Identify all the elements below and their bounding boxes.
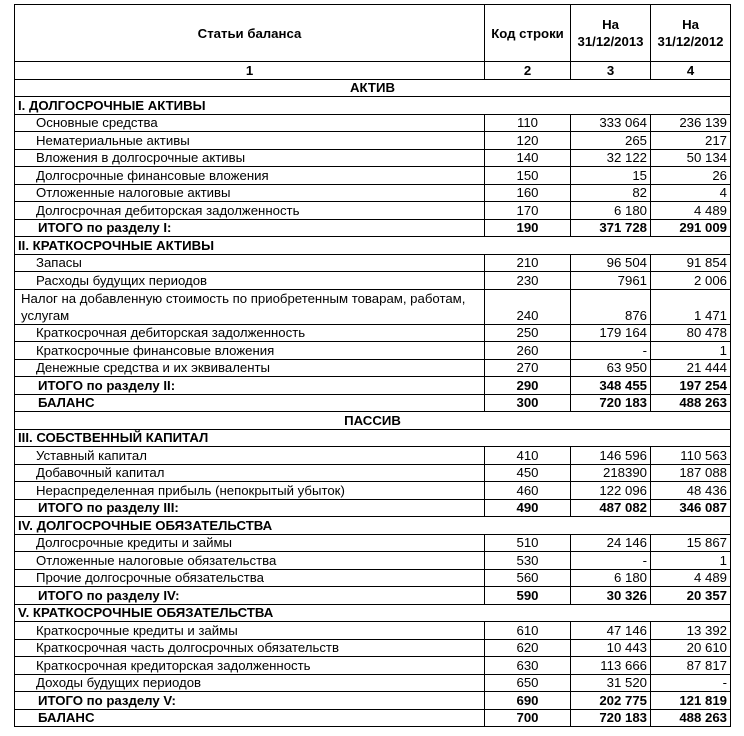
value-2013: 218390 — [571, 464, 651, 482]
line-item-name: Нематериальные активы — [15, 132, 485, 150]
value-2013: - — [571, 552, 651, 570]
total-row — [15, 394, 731, 412]
line-item-row — [15, 464, 731, 482]
value-2012: 121 819 — [651, 692, 731, 710]
value-2012: 91 854 — [651, 254, 731, 272]
balance-rows — [15, 79, 731, 727]
line-item-row — [15, 342, 731, 360]
value-2013: 333 064 — [571, 114, 651, 132]
value-2012: 197 254 — [651, 377, 731, 395]
value-2013: 179 164 — [571, 324, 651, 342]
value-2012: 1 — [651, 552, 731, 570]
value-2013: 202 775 — [571, 692, 651, 710]
line-code: 140 — [485, 149, 571, 167]
line-item-row — [15, 569, 731, 587]
value-2012: 50 134 — [651, 149, 731, 167]
value-2013: 63 950 — [571, 359, 651, 377]
value-2013: 146 596 — [571, 447, 651, 465]
band-row — [15, 412, 731, 430]
line-code: 230 — [485, 272, 571, 290]
section-row — [15, 237, 731, 255]
line-item-name: Долгосрочная дебиторская задолженность — [15, 202, 485, 220]
line-item-row — [15, 552, 731, 570]
line-item-name: БАЛАНС — [15, 709, 485, 727]
value-2013: 15 — [571, 167, 651, 185]
line-item-name: Краткосрочная часть долгосрочных обязательств — [15, 639, 485, 657]
line-code: 630 — [485, 657, 571, 675]
line-item-row — [15, 149, 731, 167]
value-2013: 122 096 — [571, 482, 651, 500]
section-title: V. КРАТКОСРОЧНЫЕ ОБЯЗАТЕЛЬСТВА — [15, 604, 731, 622]
value-2013: 47 146 — [571, 622, 651, 640]
line-item-row — [15, 324, 731, 342]
line-item-row — [15, 482, 731, 500]
value-2012: 20 610 — [651, 639, 731, 657]
line-item-name: Запасы — [15, 254, 485, 272]
line-item-name: Отложенные налоговые активы — [15, 184, 485, 202]
line-code: 450 — [485, 464, 571, 482]
line-item-row — [15, 254, 731, 272]
value-2012: 1 471 — [651, 289, 731, 324]
line-item-name: Налог на добавленную стоимость по приобретенным товарам, работам, услугам — [15, 289, 485, 324]
header-items: Статьи баланса — [15, 5, 485, 62]
value-2013: 6 180 — [571, 569, 651, 587]
line-code: 620 — [485, 639, 571, 657]
line-item-name: Основные средства — [15, 114, 485, 132]
header-2013: На 31/12/2013 — [571, 5, 651, 62]
total-row — [15, 587, 731, 605]
total-row — [15, 219, 731, 237]
line-code: 530 — [485, 552, 571, 570]
value-2012: 80 478 — [651, 324, 731, 342]
value-2013: 348 455 — [571, 377, 651, 395]
section-row — [15, 97, 731, 115]
line-item-name: Уставный капитал — [15, 447, 485, 465]
value-2012: 87 817 — [651, 657, 731, 675]
line-code: 510 — [485, 534, 571, 552]
value-2013: 371 728 — [571, 219, 651, 237]
line-item-name: Долгосрочные финансовые вложения — [15, 167, 485, 185]
line-code: 260 — [485, 342, 571, 360]
line-item-row — [15, 674, 731, 692]
line-item-name: Денежные средства и их эквиваленты — [15, 359, 485, 377]
line-code: 560 — [485, 569, 571, 587]
line-item-name: Долгосрочные кредиты и займы — [15, 534, 485, 552]
line-item-name: Краткосрочные финансовые вложения — [15, 342, 485, 360]
line-code: 160 — [485, 184, 571, 202]
line-item-name: Добавочный капитал — [15, 464, 485, 482]
value-2012: 291 009 — [651, 219, 731, 237]
value-2013: 10 443 — [571, 639, 651, 657]
line-item-row — [15, 202, 731, 220]
line-item-name: Доходы будущих периодов — [15, 674, 485, 692]
line-code: 650 — [485, 674, 571, 692]
line-item-row — [15, 622, 731, 640]
balance-sheet — [14, 4, 731, 727]
line-item-name: Расходы будущих периодов — [15, 272, 485, 290]
line-code: 300 — [485, 394, 571, 412]
balance-table — [14, 4, 731, 727]
header-2012: На 31/12/2012 — [651, 5, 731, 62]
section-title: III. СОБСТВЕННЫЙ КАПИТАЛ — [15, 429, 731, 447]
line-code: 190 — [485, 219, 571, 237]
value-2013: 720 183 — [571, 709, 651, 727]
value-2012: 110 563 — [651, 447, 731, 465]
column-number-row — [15, 62, 731, 80]
line-item-name: БАЛАНС — [15, 394, 485, 412]
value-2012: 488 263 — [651, 394, 731, 412]
value-2013: 82 — [571, 184, 651, 202]
header-row — [15, 5, 731, 62]
line-item-name: Краткосрочные кредиты и займы — [15, 622, 485, 640]
value-2013: 32 122 — [571, 149, 651, 167]
value-2012: 13 392 — [651, 622, 731, 640]
line-code: 290 — [485, 377, 571, 395]
line-item-name: Отложенные налоговые обязательства — [15, 552, 485, 570]
line-item-name: ИТОГО по разделу IV: — [15, 587, 485, 605]
value-2013: - — [571, 342, 651, 360]
line-code: 690 — [485, 692, 571, 710]
band-title: АКТИВ — [15, 79, 731, 97]
line-item-row — [15, 167, 731, 185]
line-code: 170 — [485, 202, 571, 220]
section-title: I. ДОЛГОСРОЧНЫЕ АКТИВЫ — [15, 97, 731, 115]
value-2012: 236 139 — [651, 114, 731, 132]
band-title: ПАССИВ — [15, 412, 731, 430]
line-item-row — [15, 114, 731, 132]
line-item-row — [15, 639, 731, 657]
line-item-row — [15, 132, 731, 150]
line-code: 590 — [485, 587, 571, 605]
value-2012: 1 — [651, 342, 731, 360]
line-code: 150 — [485, 167, 571, 185]
value-2012: 2 006 — [651, 272, 731, 290]
band-row — [15, 79, 731, 97]
value-2012: 187 088 — [651, 464, 731, 482]
total-row — [15, 499, 731, 517]
line-item-row — [15, 534, 731, 552]
value-2013: 487 082 — [571, 499, 651, 517]
line-code: 210 — [485, 254, 571, 272]
value-2013: 24 146 — [571, 534, 651, 552]
value-2012: - — [651, 674, 731, 692]
line-item-row — [15, 657, 731, 675]
section-row — [15, 517, 731, 535]
value-2012: 15 867 — [651, 534, 731, 552]
line-code: 700 — [485, 709, 571, 727]
column-number: 1 — [15, 62, 485, 80]
line-item-name: Прочие долгосрочные обязательства — [15, 569, 485, 587]
line-item-name: Краткосрочная кредиторская задолженность — [15, 657, 485, 675]
line-item-name: Краткосрочная дебиторская задолженность — [15, 324, 485, 342]
value-2012: 21 444 — [651, 359, 731, 377]
value-2013: 720 183 — [571, 394, 651, 412]
line-item-row — [15, 184, 731, 202]
line-item-name: ИТОГО по разделу II: — [15, 377, 485, 395]
column-number: 3 — [571, 62, 651, 80]
total-row — [15, 377, 731, 395]
line-code: 610 — [485, 622, 571, 640]
value-2012: 20 357 — [651, 587, 731, 605]
section-row — [15, 604, 731, 622]
value-2012: 488 263 — [651, 709, 731, 727]
header-line-code: Код строки — [485, 5, 571, 62]
value-2012: 48 436 — [651, 482, 731, 500]
line-item-row — [15, 289, 731, 324]
line-item-row — [15, 447, 731, 465]
line-item-name: Нераспределенная прибыль (непокрытый убыток) — [15, 482, 485, 500]
value-2013: 31 520 — [571, 674, 651, 692]
value-2013: 876 — [571, 289, 651, 324]
line-code: 120 — [485, 132, 571, 150]
section-title: II. КРАТКОСРОЧНЫЕ АКТИВЫ — [15, 237, 731, 255]
value-2012: 4 489 — [651, 202, 731, 220]
total-row — [15, 692, 731, 710]
line-code: 240 — [485, 289, 571, 324]
line-code: 270 — [485, 359, 571, 377]
section-row — [15, 429, 731, 447]
line-code: 410 — [485, 447, 571, 465]
line-item-name: ИТОГО по разделу III: — [15, 499, 485, 517]
line-item-name: ИТОГО по разделу I: — [15, 219, 485, 237]
column-number: 4 — [651, 62, 731, 80]
line-item-name: Вложения в долгосрочные активы — [15, 149, 485, 167]
column-number: 2 — [485, 62, 571, 80]
value-2013: 30 326 — [571, 587, 651, 605]
value-2012: 4 489 — [651, 569, 731, 587]
line-code: 490 — [485, 499, 571, 517]
line-item-name: ИТОГО по разделу V: — [15, 692, 485, 710]
line-code: 110 — [485, 114, 571, 132]
line-code: 460 — [485, 482, 571, 500]
section-title: IV. ДОЛГОСРОЧНЫЕ ОБЯЗАТЕЛЬСТВА — [15, 517, 731, 535]
value-2013: 265 — [571, 132, 651, 150]
value-2013: 113 666 — [571, 657, 651, 675]
total-row — [15, 709, 731, 727]
value-2012: 4 — [651, 184, 731, 202]
line-item-row — [15, 272, 731, 290]
value-2012: 26 — [651, 167, 731, 185]
value-2012: 217 — [651, 132, 731, 150]
value-2013: 6 180 — [571, 202, 651, 220]
line-item-row — [15, 359, 731, 377]
value-2013: 7961 — [571, 272, 651, 290]
value-2013: 96 504 — [571, 254, 651, 272]
value-2012: 346 087 — [651, 499, 731, 517]
line-code: 250 — [485, 324, 571, 342]
